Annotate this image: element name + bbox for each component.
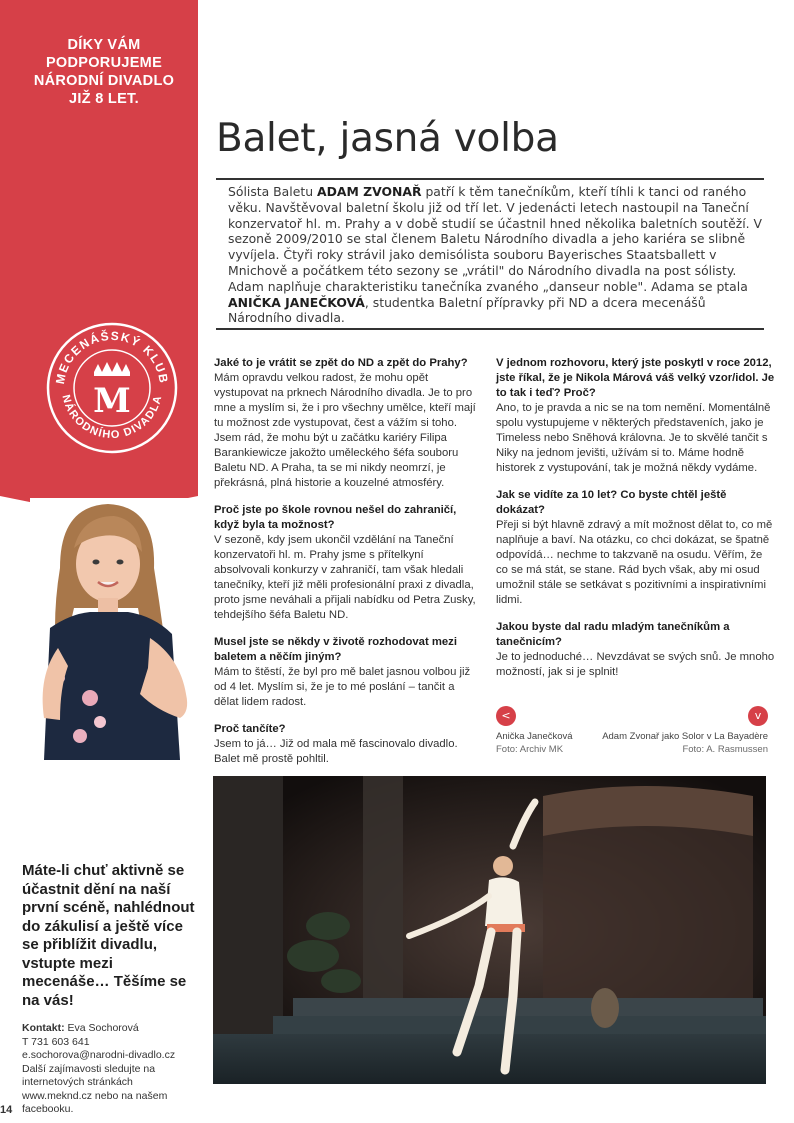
interview-answer: Mám to štěstí, že byl pro mě balet jasnou volbou již od 4 let. Myslím si, že je to mé poslání – tančit a dělat lidem radost. (214, 666, 471, 708)
article-lead (228, 184, 768, 326)
caption-title: Adam Zvonař jako Solor v La Bayadère (602, 731, 768, 742)
lead-name-adam: ADAM ZVONAŘ (317, 184, 422, 199)
interview-question: Musel jste se někdy v životě rozhodovat mezi baletem a něčím jiným? (214, 636, 457, 663)
interview-answer: Ano, to je pravda a nic se na tom nemění. Momentálně spolu vystupujeme v některých představeních, jako je Timeless nebo Sněhová královna. Je to skvělé tančit s Niky na jednom jevišti, užívám si to. Máme hodně historek z vystupování, tak je možná někdy vydáme. (496, 402, 771, 474)
crown-icon (94, 362, 130, 376)
lead-divider (216, 328, 764, 330)
interview-question: Proč tančíte? (214, 723, 286, 735)
lead-text: patří k těm tanečníkům, kteří tíhli k tanci od raného věku. Navštěvoval baletní školu již od tří let. V jedenácti letech nastoupil na Taneční konzervatoř hl. m. Prahy a v době studií se účastnil hned několika baletních soutěží. V sezoně 2009/2010 se stal členem Baletu Národního divadla a jeho kariéra se slibně vyvíjela. Čtyři roky strávil jako demisólista souboru Bayerisches Staatsballett v Mnichově a počátkem této sezony se „vrátil" do Národního divadla na post sólisty. Adam naplňuje charakteristiku tanečníka zvaného „danseur noble". Adama se ptala (228, 184, 763, 294)
interview-question: Jakou byste dal radu mladým tanečníkům a tanečnicím? (496, 621, 730, 648)
interview-column-left (214, 356, 476, 779)
interview-answer: V sezoně, kdy jsem ukončil vzdělání na Taneční konzervatoři hl. m. Prahy jsme s přítelkyní absolvovali konkurzy v zahraničí, tam však hledali tanečníky, kteří již měli profesionální praxi z divadla, proto jsme neváhali a přijali nabídku od Petra Zusky, tehdejšího šéfa Baletu ND. (214, 534, 476, 621)
contact-phone: T 731 603 641 (22, 1035, 90, 1048)
tagline-line: NÁRODNÍ DIVADLO (33, 73, 175, 89)
sponsor-tagline (14, 36, 194, 108)
contact-name: Eva Sochorová (67, 1022, 139, 1034)
portrait-photo-anicka (30, 498, 196, 760)
caption-credit: Foto: A. Rasmussen (682, 744, 768, 755)
interview-question: Jaké to je vrátit se zpět do ND a zpět do Prahy? (214, 357, 468, 369)
tagline-line: JIŽ 8 LET. (69, 91, 139, 107)
page-number: 14 (0, 1104, 13, 1116)
contact-email-link[interactable]: e.sochorova@narodni-divadlo.cz (22, 1049, 176, 1061)
interview-question: Jak se vidíte za 10 let? Co byste chtěl ještě dokázat? (496, 489, 727, 516)
interview-answer: Je to jednoduché… Nevzdávat se svých snů. Je mnoho možností, jak si je splnit! (496, 651, 775, 678)
interview-answer: Přeji si být hlavně zdravý a mít možnost dělat to, co mě naplňuje a baví. Na otázku, co chci dokázat, se špatně odpovídá… nechme to takzvaně na osudu. Věřím, že co se má stát, se stane. Rád bych však, aby mi osud umožnil stále se setkávat s pozitivními a inspirativními lidmi. (496, 519, 773, 606)
caption-right (560, 730, 768, 756)
stage-photo-la-bayadere (213, 776, 766, 1084)
logo-text-bottom: NÁRODNÍHO DIVADLA (59, 393, 165, 442)
lead-text: Sólista Baletu (228, 184, 317, 199)
interview-answer: Jsem to já… Již od mala mě fascinovalo divadlo. Balet mě prostě pohltil. (214, 738, 458, 765)
logo-text-top: MECENÁŠSKÝ KLUB (52, 328, 171, 386)
lead-name-anicka: ANIČKA JANEČKOVÁ (228, 294, 365, 310)
headline-divider (216, 178, 764, 180)
interview-question: Proč jste po škole rovnou nešel do zahraničí, když byla ta možnost? (214, 504, 457, 531)
contact-line (22, 1022, 202, 1036)
caption-credit: Foto: Archiv MK (496, 744, 564, 755)
caption-arrow-left-icon: < (496, 706, 516, 726)
interview-question: V jednom rozhovoru, který jste poskytl v roce 2012, jste říkal, že je Nikola Márová váš velký vzor/idol. Je to tak i teď? Proč? (496, 357, 775, 399)
contact-more-info: Další zajímavosti sledujte na internetových stránkách www.meknd.cz nebo na našem facebooku. (22, 1062, 168, 1115)
membership-call-to-action: Máte-li chuť aktivně se účastnit dění na naší první scéně, nahlédnout do zákulisí a ještě více se přiblížit divadlu, vstupte mezi mecenáše… Těšíme se na vás! (22, 862, 195, 1009)
caption-arrow-down-icon: v (748, 706, 768, 726)
caption-title: Anička Janečková (496, 731, 573, 742)
logo-letter: M (93, 381, 131, 421)
club-logo-seal (44, 320, 180, 456)
contact-block (22, 1022, 202, 1117)
lead-text: , studentka Baletní přípravky při ND a dcera mecenášů Národního divadla. (228, 294, 706, 326)
interview-answer: Mám opravdu velkou radost, že mohu opět vystupovat na prknech Národního divadla. Je to pro mne a myslím si, že i pro všechny umělce, kteří mají tu možnost zde vystupovat, čest a vážím si toho. Jsem rád, že mohu být u začátku kariéry Filipa Barankiewicze jakožto uměleckého šéfa souboru Baletu ND. A Praha, ta se mi nikdy neomrzí, je překrásná, plná historie a kouzelné atmosféry. (214, 372, 476, 489)
interview-column-right (496, 356, 776, 692)
contact-label: Kontakt: (22, 1022, 65, 1034)
svg-text:MECENÁŠSKÝ KLUB (53, 328, 171, 385)
tagline-line: DÍKY VÁM (67, 37, 141, 53)
article-headline: Balet, jasná volba (216, 116, 559, 161)
tagline-line: PODPORUJEME (45, 55, 163, 71)
